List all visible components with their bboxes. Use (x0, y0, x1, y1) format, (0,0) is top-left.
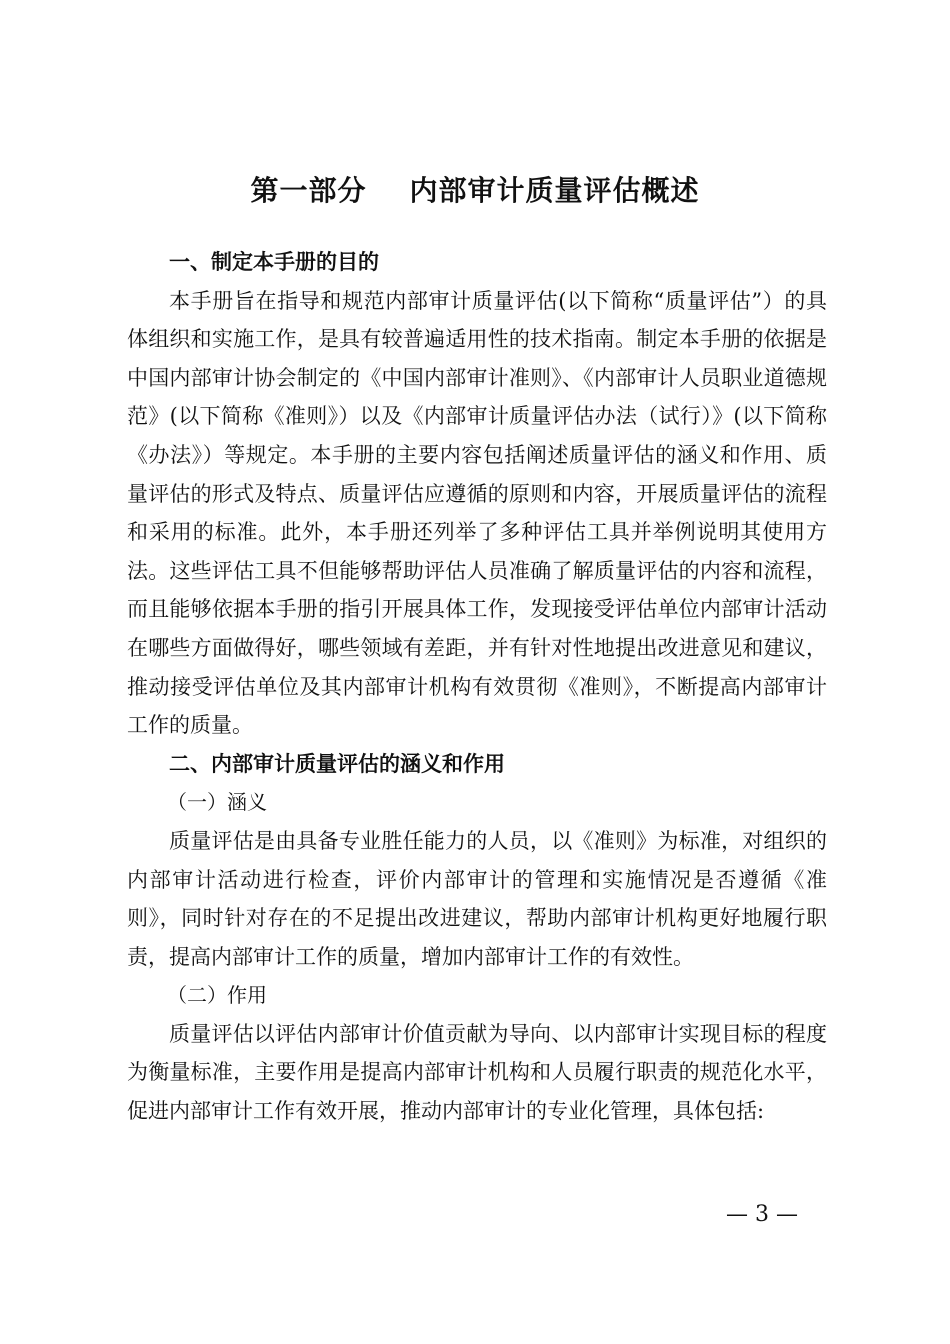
paragraph: 质量评估是由具备专业胜任能力的人员，以《准则》为标准，对组织的内部审计活动进行检查，评价内部审计的管理和实施情况是否遵循《准则》，同时针对存在的不足提出改进建议，帮助内部审计机构更好地履行职责，提高内部审计工作的质量，增加内部审计工作的有效性。 (127, 828, 827, 969)
paragraph: 质量评估以评估内部审计价值贡献为导向、以内部审计实现目标的程度为衡量标准，主要作用是提高内部审计机构和人员履行职责的规范化水平，促进内部审计工作有效开展，推动内部审计的专业化管理，具体包括: (127, 1021, 827, 1124)
paragraph: 本手册旨在指导和规范内部审计质量评估(以下简称“质量评估”）的具体组织和实施工作，是具有较普遍适用性的技术指南。制定本手册的依据是中国内部审计协会制定的《中国内部审计准则》、《内部审计人员职业道德规范》(以下简称《准则》）以及《内部审计质量评估办法（试行）》(以下简称《办法》）等规定。本手册的主要内容包括阐述质量评估的涵义和作用、质量评估的形式及特点、质量评估应遵循的原则和内容，开展质量评估的流程和采用的标准。此外，本手册还列举了多种评估工具并举例说明其使用方法。这些评估工具不但能够帮助评估人员准确了解质量评估的内容和流程，而且能够依据本手册的指引开展具体工作，发现接受评估单位内部审计活动在哪些方面做得好，哪些领域有差距，并有针对性地提出改进意见和建议，推动接受评估单位及其内部审计机构有效贯彻《准则》，不断提高内部审计工作的质量。 (127, 288, 827, 738)
document-body (127, 243, 827, 1131)
page-number: — 3 — (726, 1202, 798, 1227)
section-heading: 一、制定本手册的目的 (169, 250, 379, 274)
subsection-heading: （一）涵义 (167, 790, 267, 815)
page-title: 第一部分 内部审计质量评估概述 (250, 173, 700, 207)
subsection-heading: （二）作用 (167, 983, 267, 1008)
section-heading: 二、内部审计质量评估的涵义和作用 (169, 751, 505, 776)
